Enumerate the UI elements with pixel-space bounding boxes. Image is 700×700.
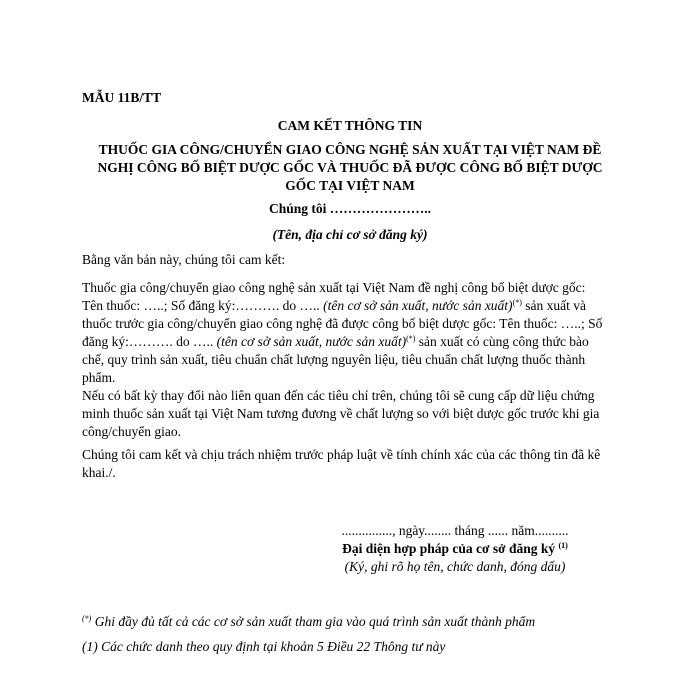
responsibility-paragraph <box>82 446 620 482</box>
changes-paragraph <box>82 387 620 441</box>
we-hint: (Tên, địa chỉ cơ sở đăng ký) <box>272 227 428 242</box>
footnote-ref: (*) <box>406 334 416 343</box>
document-title: CAM KẾT THÔNG TIN <box>277 118 423 133</box>
footnote-ref: (1) <box>558 541 568 550</box>
intro-paragraph: Bằng văn bản này, chúng tôi cam kết: <box>82 252 286 267</box>
subtitle-line: NGHỊ CÔNG BỐ BIỆT DƯỢC GỐC VÀ THUỐC ĐÃ ĐƯỢC CÔNG BỐ BIỆT DƯỢC <box>97 160 603 175</box>
subtitle-line: THUỐC GIA CÔNG/CHUYỂN GIAO CÔNG NGHỆ SẢN XUẤT TẠI VIỆT NAM ĐỀ <box>98 142 602 157</box>
paragraph-line: khai./. <box>82 465 116 480</box>
we-line: Chúng tôi ………………….. <box>268 201 432 216</box>
footnote-mark: (*) <box>82 614 92 623</box>
representative-label: Đại diện hợp pháp của cơ sở đăng ký $^{(1)}$ <box>342 541 568 556</box>
paragraph-line: Tên thuốc: …..; Số đăng ký:………. do ….. (tên cơ sở sản xuất, nước sản xuất)(*) sản xuất và <box>82 298 586 313</box>
paragraph-line: minh thuốc sản xuất tại Việt Nam tương đương về chất lượng so với biệt dược gốc trước khi gia <box>82 406 600 421</box>
form-code: MẪU 11B/TT <box>82 90 162 105</box>
date-line: ..............., ngày........ tháng ...... năm.......... <box>341 523 569 538</box>
paragraph-line: Nếu có bất kỳ thay đổi nào liên quan đến các tiêu chí trên, chúng tôi sẽ cung cấp dữ liệu chứng <box>82 388 595 403</box>
paragraph-line: công/chuyển giao. <box>82 424 181 439</box>
paragraph-line: thuốc trước gia công/chuyển giao công nghệ đã được công bố biệt dược gốc: Tên thuốc: …..; Số <box>82 316 603 331</box>
paragraph-line: Chúng tôi cam kết và chịu trách nhiệm trước pháp luật về tính chính xác của các thông tin đã kê <box>82 447 601 462</box>
signature-hint: (Ký, ghi rõ họ tên, chức danh, đóng dấu) <box>344 559 566 574</box>
paragraph-line: đăng ký:………. do ….. (tên cơ sở sản xuất, nước sản xuất)(*) sản xuất có cùng công thức bào <box>82 334 589 349</box>
commitment-paragraph <box>82 279 620 387</box>
footnote-2: (1) Các chức danh theo quy định tại khoản 5 Điều 22 Thông tư này <box>82 639 446 654</box>
subtitle-line: GỐC TẠI VIỆT NAM <box>285 178 415 193</box>
paragraph-line: Thuốc gia công/chuyển giao công nghệ sản xuất tại Việt Nam đề nghị công bố biệt dược gốc: <box>82 280 586 295</box>
footnote-1: (*) Ghi đầy đủ tất cả các cơ sở sản xuất tham gia vào quá trình sản xuất thành phẩm <box>82 614 536 629</box>
paragraph-line: phẩm. <box>82 370 116 385</box>
document-subtitle <box>82 141 618 195</box>
footnote-ref: (*) <box>512 298 522 307</box>
signature-block <box>330 522 580 576</box>
paragraph-line: chế, quy trình sản xuất, tiêu chuẩn chất lượng nguyên liệu, tiêu chuẩn chất lượng thuốc thành <box>82 352 586 367</box>
